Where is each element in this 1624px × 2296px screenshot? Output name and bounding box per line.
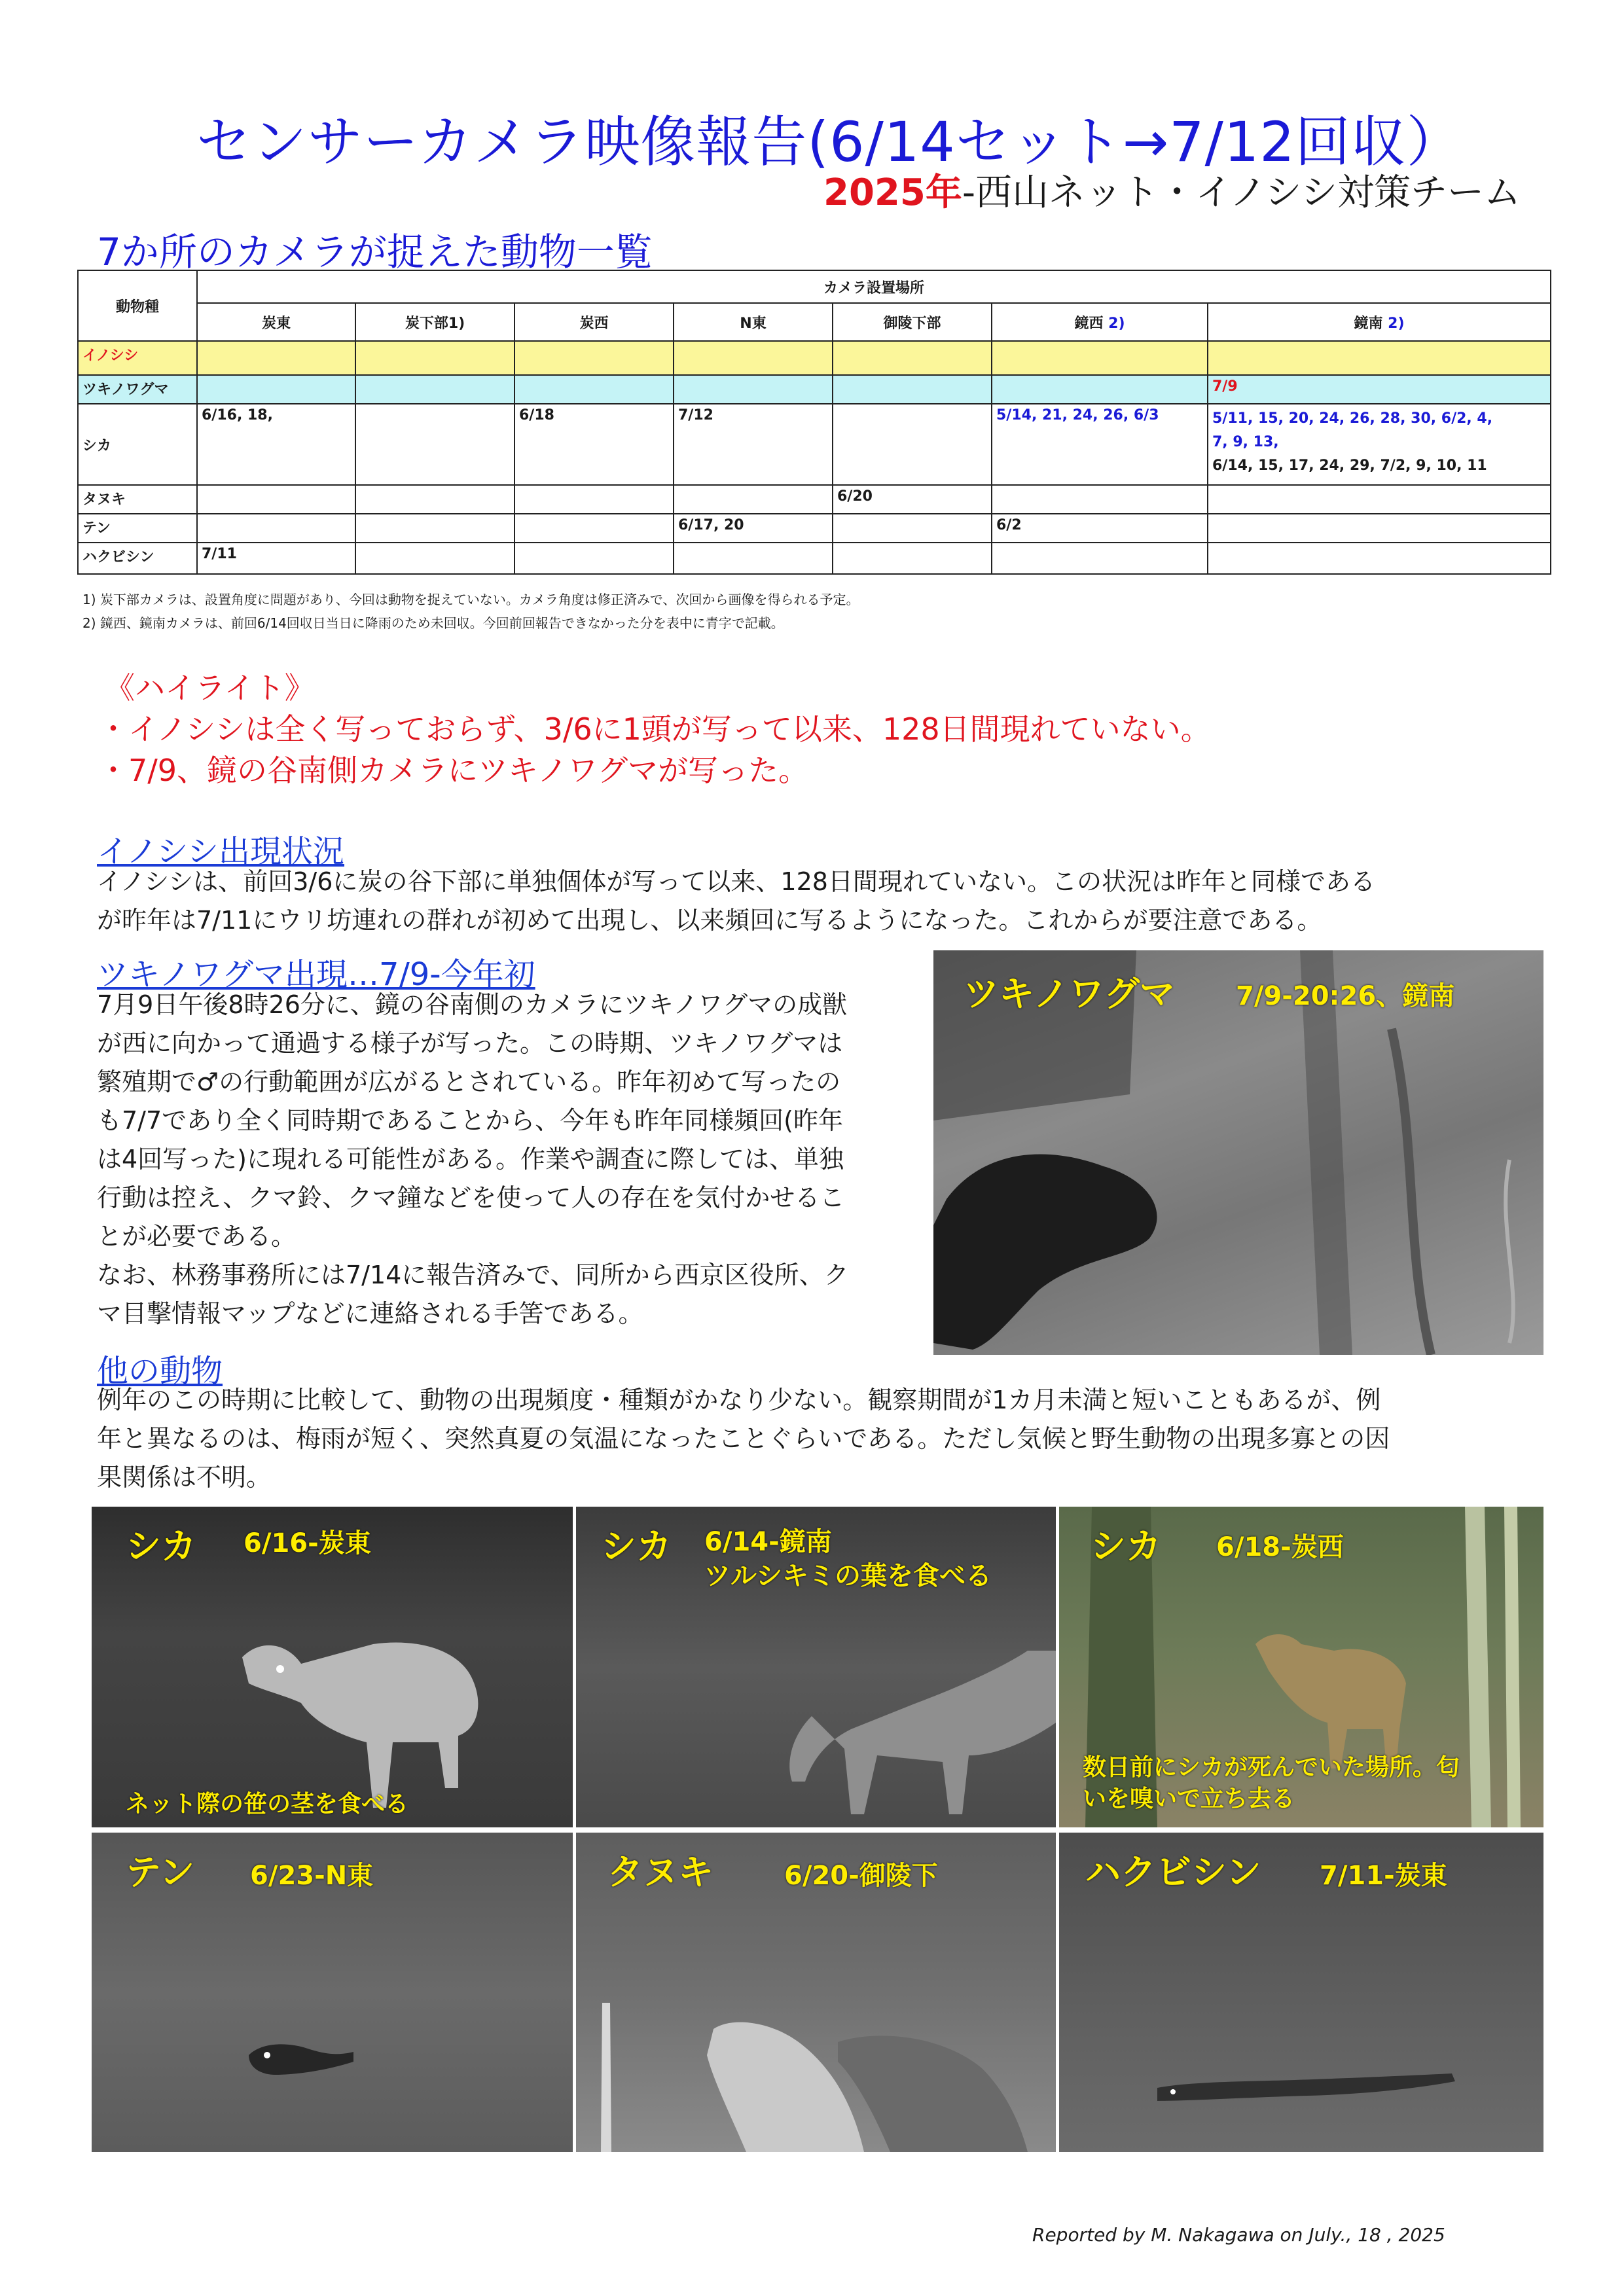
body-line: マ目撃情報マップなどに連絡される手筈である。: [97, 1299, 643, 1328]
photo-animal-label: シカ: [601, 1526, 672, 1567]
table-cell: [992, 341, 1208, 375]
table-notes: [82, 588, 859, 635]
photo-date-label: 6/14-鏡南: [704, 1527, 832, 1557]
photo-animal-label: シカ: [1091, 1526, 1161, 1567]
photo-tile: [1059, 1507, 1543, 1827]
photo-animal-label: ハクビシン: [1085, 1852, 1261, 1893]
location-header: N東: [674, 303, 833, 341]
table-row: [78, 543, 1551, 574]
animal-sightings-table: [77, 270, 1550, 585]
table-cell: [1208, 404, 1551, 485]
location-group-header: カメラ設置場所: [197, 270, 1551, 303]
report-footer: Reported by M. Nakagawa on July., 18 , 2025: [1032, 2224, 1445, 2246]
photo-caption: ツルシキミの葉を食べる: [704, 1561, 992, 1591]
table-cell: [355, 375, 514, 404]
body-line: イノシシは、前回3/6に炭の谷下部に単独個体が写って以来、128日間現れていない。この状況は昨年と同様である: [97, 867, 1375, 896]
table-row: [78, 485, 1551, 514]
bear-photo: [933, 950, 1543, 1355]
table-cell: 6/20: [833, 485, 992, 514]
location-note: 2): [1388, 315, 1405, 332]
boar-section-heading[interactable]: イノシシ出現状況: [97, 833, 345, 870]
table-cell: [514, 543, 674, 574]
photo-date-label: 6/16-炭東: [244, 1528, 371, 1558]
body-line: なお、林務事務所には7/14に報告済みで、同所から西京区役所、ク: [97, 1261, 849, 1289]
animal-name-cell: ハクビシン: [78, 543, 197, 574]
table-cell: [992, 485, 1208, 514]
table-cell: [1208, 543, 1551, 574]
body-line: 例年のこの時期に比較して、動物の出現頻度・種類がかなり少ない。観察期間が1カ月未満と短いこともあるが、例: [97, 1386, 1381, 1414]
photo-animal-label: テン: [126, 1852, 195, 1893]
location-header: 炭東: [197, 303, 355, 341]
table-cell: 7/11: [197, 543, 355, 574]
photo-tile: [92, 1833, 573, 2152]
body-line: 7月9日午後8時26分に、鏡の谷南側のカメラにツキノワグマの成獣: [97, 990, 848, 1019]
table-cell: [992, 543, 1208, 574]
photo-tile: [576, 1507, 1056, 1827]
photo-caption: いを嗅いで立ち去る: [1083, 1785, 1295, 1812]
table-row: [78, 341, 1551, 375]
table-heading: 7か所のカメラが捉えた動物一覧: [97, 230, 653, 274]
other-section-body: [97, 1381, 1390, 1497]
location-header: 御陵下部: [833, 303, 992, 341]
location-header: 鏡西 2): [992, 303, 1208, 341]
table-note: 2) 鏡西、鏡南カメラは、前回6/14回収日当日に降雨のため未回収。今回前回報告できなかった分を表中に青字で記載。: [82, 615, 784, 631]
location-header: 炭下部1): [355, 303, 514, 341]
bear-section-heading[interactable]: ツキノワグマ出現…7/9-今年初: [97, 956, 535, 993]
boar-section-body: [97, 863, 1375, 940]
table-cell: [514, 514, 674, 543]
body-line: 果関係は不明。: [97, 1463, 272, 1492]
location-header: 炭西: [514, 303, 674, 341]
photo-caption: 数日前にシカが死んでいた場所。匂: [1083, 1754, 1460, 1781]
table-cell: [674, 485, 833, 514]
animal-name-cell: イノシシ: [78, 341, 197, 375]
page-subtitle: [823, 164, 1521, 216]
bear-section-body: [97, 986, 849, 1333]
table-cell: [833, 514, 992, 543]
photo-tile: [1059, 1833, 1543, 2152]
table-cell: [674, 341, 833, 375]
table-cell: [514, 341, 674, 375]
table-cell: [833, 341, 992, 375]
photo-date-label: 6/18-炭西: [1216, 1532, 1344, 1562]
table-cell: [355, 485, 514, 514]
photo-date-label: 6/20-御陵下: [784, 1861, 938, 1891]
table-cell: [833, 404, 992, 485]
table-cell: [1208, 514, 1551, 543]
table-cell: [1208, 485, 1551, 514]
highlight-box: [98, 668, 1211, 791]
highlight-item: ・7/9、鏡の谷南側カメラにツキノワグマが写った。: [98, 753, 809, 788]
body-line: が西に向かって通過する様子が写った。この時期、ツキノワグマは: [97, 1029, 843, 1058]
location-header: 鏡南 2): [1208, 303, 1551, 341]
table-cell: [514, 375, 674, 404]
body-line: 年と異なるのは、梅雨が短く、突然真夏の気温になったことぐらいである。ただし気候と野生動物の出現多寡との因: [97, 1424, 1390, 1453]
table-cell: [355, 341, 514, 375]
table-row: [78, 375, 1551, 404]
table-cell: 6/2: [992, 514, 1208, 543]
table-cell: 6/17, 20: [674, 514, 833, 543]
animal-name-cell: タヌキ: [78, 485, 197, 514]
table-row: [78, 404, 1551, 485]
table-cell: [833, 375, 992, 404]
table-cell: [833, 543, 992, 574]
table-cell: [197, 514, 355, 543]
highlight-item: ・イノシシは全く写っておらず、3/6に1頭が写って以来、128日間現れていない。: [98, 711, 1211, 747]
photo-tile: [576, 1833, 1056, 2152]
bear-silhouette: [933, 1155, 1157, 1350]
photo-date-label: 6/23-N東: [250, 1861, 374, 1891]
body-line: も7/7であり全く同時期であることから、今年も昨年同様頻回(昨年: [97, 1106, 843, 1135]
date-line: 7, 9, 13,: [1212, 434, 1279, 450]
photo-caption: ネット際の笹の茎を食べる: [126, 1791, 409, 1818]
table-cell: [197, 375, 355, 404]
body-line: は4回写った)に現れる可能性がある。作業や調査に際しては、単独: [97, 1145, 844, 1174]
photo-animal-label: シカ: [126, 1526, 196, 1567]
table-cell: [1208, 341, 1551, 375]
table-cell: [355, 543, 514, 574]
photo-animal-label: ツキノワグマ: [964, 973, 1175, 1014]
table-cell: [197, 485, 355, 514]
table-cell: 7/9: [1208, 375, 1551, 404]
body-line: が昨年は7/11にウリ坊連れの群れが初めて出現し、以来頻回に写るようになった。これからが要注意である。: [97, 906, 1322, 935]
other-section-heading[interactable]: 他の動物: [97, 1353, 223, 1390]
photo-date-label: 7/9-20:26、鏡南: [1236, 981, 1455, 1011]
photo-animal-label: タヌキ: [607, 1852, 713, 1893]
photo-date-label: 7/11-炭東: [1320, 1861, 1447, 1891]
table-row: [78, 514, 1551, 543]
table-note: 1) 炭下部カメラは、設置角度に問題があり、今回は動物を捉えていない。カメラ角度は修正済みで、次回から画像を得られる予定。: [82, 592, 859, 607]
location-note: 2): [1108, 315, 1125, 332]
report-year: 2025年: [823, 171, 962, 214]
table-cell: [674, 543, 833, 574]
table-cell: [674, 375, 833, 404]
team-name: -西山ネット・イノシシ対策チーム: [962, 171, 1521, 214]
table-cell: 7/12: [674, 404, 833, 485]
table-cell: 6/18: [514, 404, 674, 485]
body-line: 行動は控え、クマ鈴、クマ鐘などを使って人の存在を気付かせるこ: [97, 1183, 845, 1212]
date-line: 6/14, 15, 17, 24, 29, 7/2, 9, 10, 11: [1212, 457, 1487, 474]
photo-tile: [92, 1507, 573, 1827]
body-line: 繁殖期で♂の行動範囲が広がるとされている。昨年初めて写ったの: [97, 1067, 841, 1096]
animal-name-cell: テン: [78, 514, 197, 543]
highlight-heading: 《ハイライト》: [105, 670, 315, 706]
page-title: センサーカメラ映像報告(6/14セット→7/12回収）: [196, 110, 1462, 174]
body-line: とが必要である。: [97, 1222, 297, 1251]
table-cell: [197, 341, 355, 375]
animal-name-cell: シカ: [78, 404, 197, 485]
table-cell: [355, 514, 514, 543]
table-cell: 6/16, 18,: [197, 404, 355, 485]
table-cell: [355, 404, 514, 485]
table-cell: 5/14, 21, 24, 26, 6/3: [992, 404, 1208, 485]
table-cell: [992, 375, 1208, 404]
animal-name-cell: ツキノワグマ: [78, 375, 197, 404]
table-cell: [514, 485, 674, 514]
date-line: 5/11, 15, 20, 24, 26, 28, 30, 6/2, 4,: [1212, 410, 1493, 427]
animal-column-header: 動物種: [78, 270, 197, 341]
